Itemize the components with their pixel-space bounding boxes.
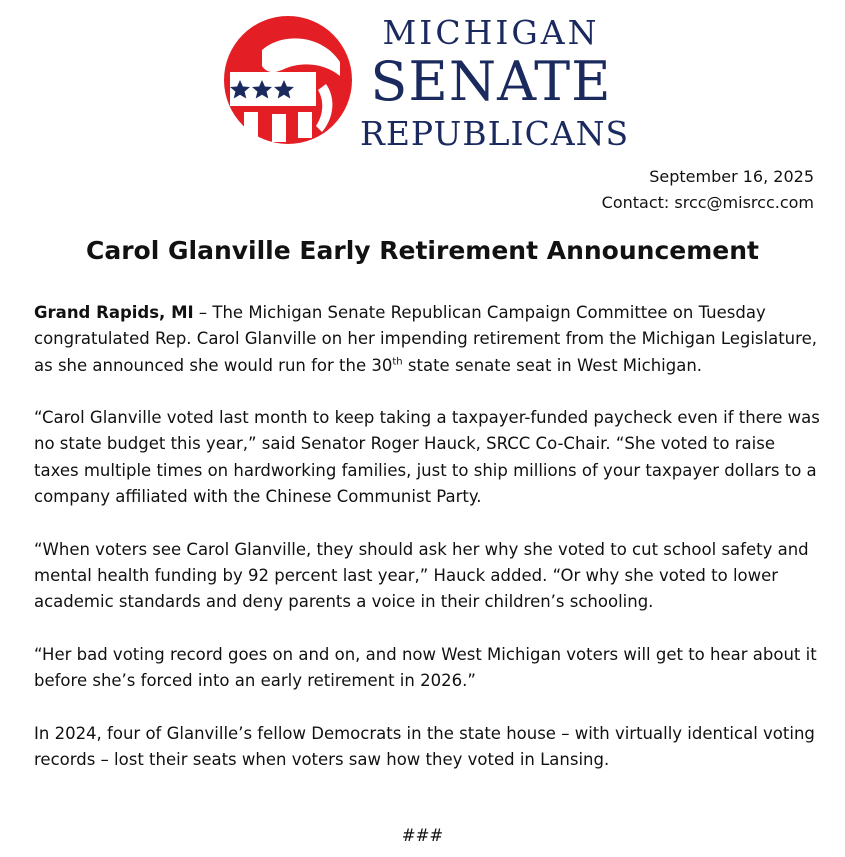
paragraph-3: “When voters see Carol Glanville, they should ask her why she voted to cut school safety and mental health funding by 92 percent last year,” Hauck added. “Or why she voted to lower academic standards and deny parents a voice in their children’s schooling. [34,539,809,612]
ordinal-suffix: th [392,356,403,368]
logo-line-michigan: MICHIGAN [382,13,600,52]
paragraph-1 [34,300,824,379]
paragraph-1-text-a: – The Michigan Senate Republican Campaign Committee on Tuesday congratulated Rep. Carol Glanville on her impending retirement from the Michigan Legislature, as she announced she would run for the 30 [34,303,817,375]
paragraph-2: “Carol Glanville voted last month to keep taking a taxpayer-funded paycheck even if there was no state budget this year,” said Senator Roger Hauck, SRCC Co-Chair. “She voted to raise taxes multiple times on hardworking families, just to ship millions of your taxpayer dollars to a company affiliated with the Chinese Communist Party. [34,408,820,507]
logo-line-senate: SENATE [370,50,612,113]
dateline: Grand Rapids, MI [34,303,194,322]
paragraph-5: In 2024, four of Glanville’s fellow Democrats in the state house – with virtually identical voting records – lost their seats when voters saw how they voted in Lansing. [34,723,815,770]
end-mark: ### [401,826,444,845]
elephant-logo-icon [222,14,354,146]
release-meta [602,164,814,216]
page-title: Carol Glanville Early Retirement Announcement [86,236,759,265]
logo-wordmark [360,12,630,153]
header [0,0,845,153]
logo-line-republicans: REPUBLICANS [360,114,630,153]
release-date: September 16, 2025 [649,167,814,186]
contact-email: Contact: srcc@misrcc.com [601,193,814,212]
paragraph-1-text-b: state senate seat in West Michigan. [402,355,703,375]
paragraph-4: “Her bad voting record goes on and on, and now West Michigan voters will get to hear about it before she’s forced into an early retirement in 2026.” [34,644,817,691]
press-release-body [34,300,824,800]
